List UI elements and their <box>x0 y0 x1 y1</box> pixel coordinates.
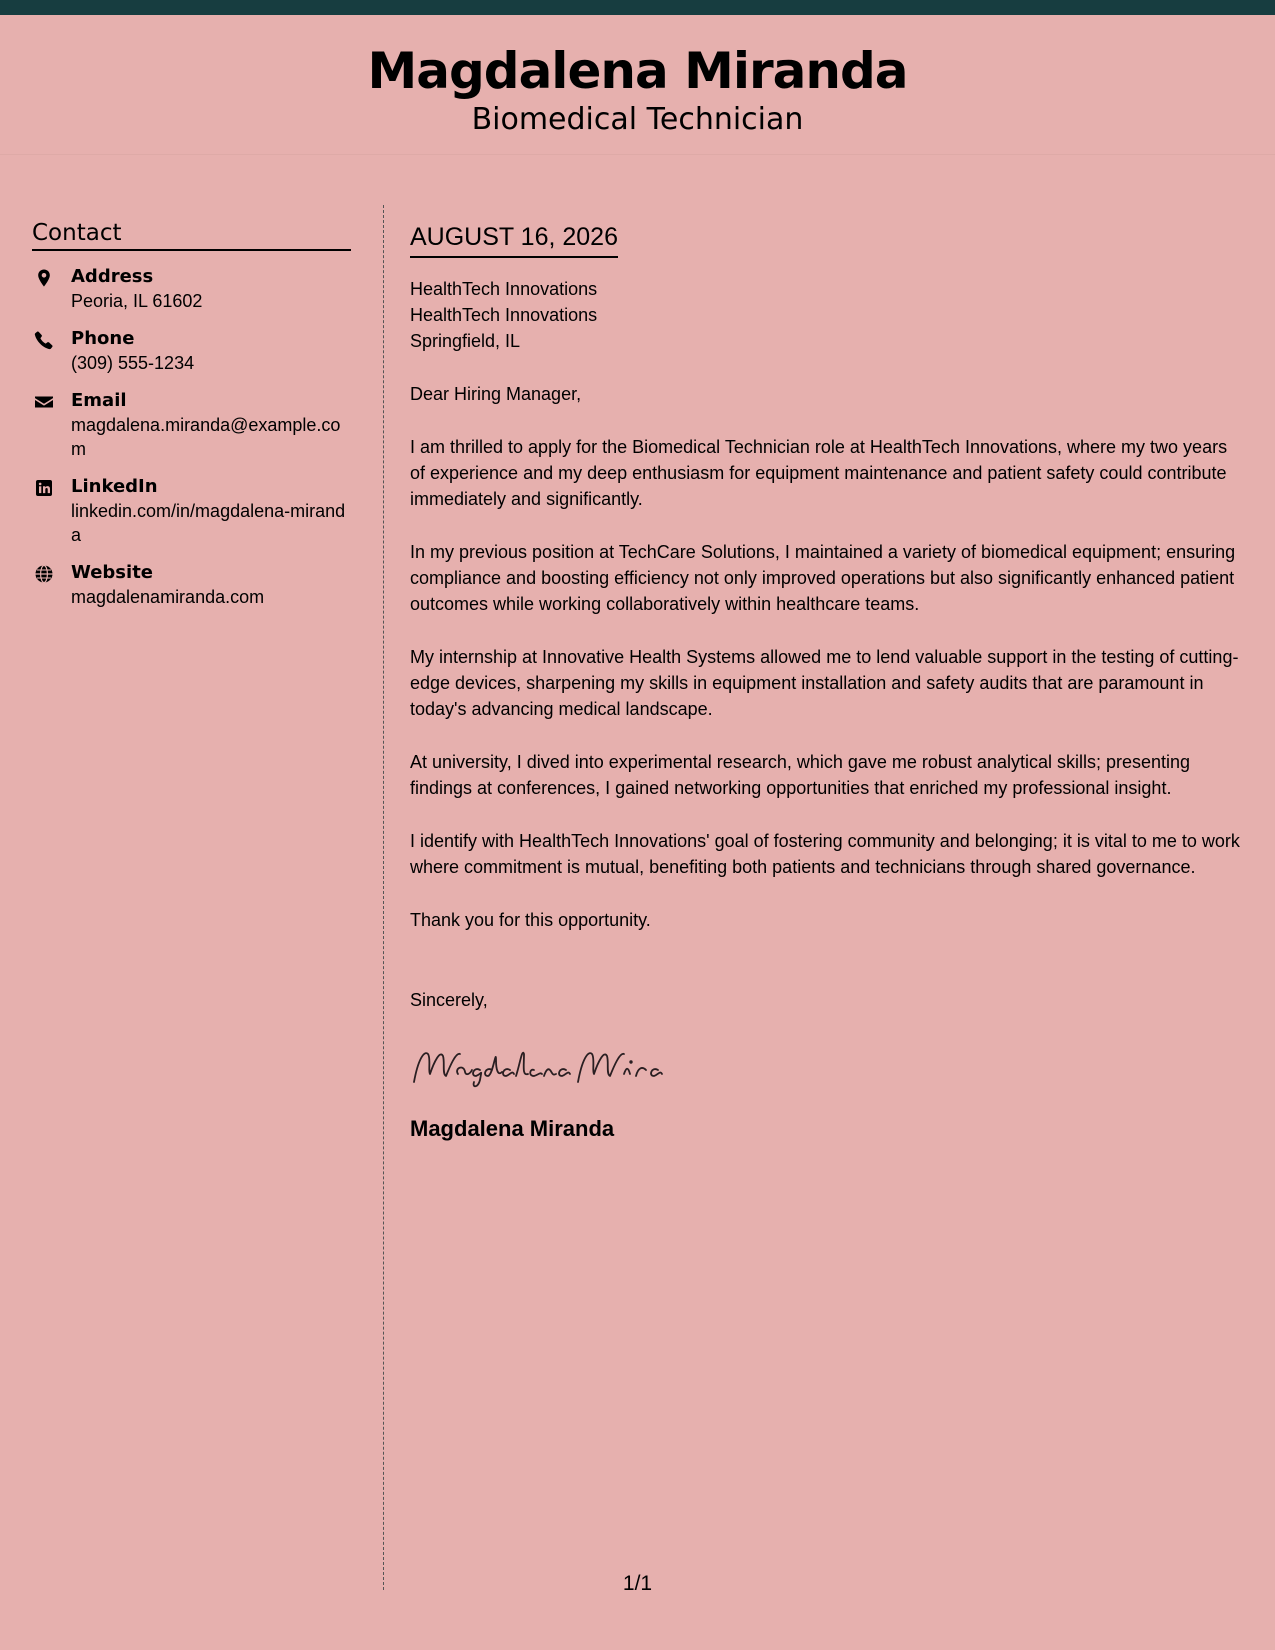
linkedin-label: LinkedIn <box>71 476 158 497</box>
envelope-icon <box>34 392 54 412</box>
body-paragraph: My internship at Innovative Health Systems allowed me to lend valuable support in the testing of cutting-edge devices, sharpening my skills in equipment installation and safety audits that are paramount in today's advancing medical landscape. <box>410 647 1239 719</box>
contact-website <box>32 560 351 609</box>
contact-linkedin <box>32 474 351 547</box>
letter-date: AUGUST 16, 2026 <box>410 223 618 251</box>
globe-icon <box>34 564 54 584</box>
page-header <box>0 15 1275 155</box>
website-value: magdalenamiranda.com <box>71 587 265 607</box>
phone-icon <box>34 330 54 350</box>
salutation: Dear Hiring Manager, <box>410 384 582 404</box>
top-accent-bar <box>0 0 1275 15</box>
linkedin-icon <box>34 478 54 498</box>
recipient-block <box>410 276 1246 354</box>
map-pin-icon <box>34 268 54 288</box>
page-number: 1/1 <box>622 1572 653 1595</box>
date-block <box>410 222 618 258</box>
handwritten-signature <box>410 1040 670 1090</box>
contact-sidebar <box>32 218 351 622</box>
recipient-line: HealthTech Innovations <box>410 279 598 299</box>
email-label: Email <box>71 390 127 411</box>
body-paragraph: At university, I dived into experimental research, which gave me robust analytical skills; presenting findings at conferences, I gained networking opportunities that enriched my professional insight. <box>410 752 1191 798</box>
linkedin-value: linkedin.com/in/magdalena-miranda <box>71 501 346 545</box>
recipient-line: HealthTech Innovations <box>410 305 598 325</box>
email-value: magdalena.miranda@example.com <box>71 415 341 459</box>
signed-name: Magdalena Miranda <box>410 1116 615 1141</box>
body-paragraph: In my previous position at TechCare Solutions, I maintained a variety of biomedical equipment; ensuring compliance and boosting efficiency not only improved operations but also significantly enhanced patient outcomes while working collaboratively within healthcare teams. <box>410 542 1236 614</box>
contact-address <box>32 264 351 313</box>
website-label: Website <box>71 562 154 583</box>
closing: Sincerely, <box>410 990 488 1010</box>
column-divider <box>383 205 384 1590</box>
body-paragraph: I identify with HealthTech Innovations' goal of fostering community and belonging; it is vital to me to work where commitment is mutual, benefiting both patients and technicians through shared governance. <box>410 831 1240 877</box>
recipient-line: Springfield, IL <box>410 331 521 351</box>
address-label: Address <box>71 266 154 287</box>
contact-email <box>32 388 351 461</box>
contact-phone <box>32 326 351 375</box>
phone-label: Phone <box>71 328 135 349</box>
address-value: Peoria, IL 61602 <box>71 291 203 311</box>
contact-heading: Contact <box>32 218 351 251</box>
body-paragraph: I am thrilled to apply for the Biomedical Technician role at HealthTech Innovations, where my two years of experience and my deep enthusiasm for equipment maintenance and patient safety could contribute immediately and significantly. <box>410 437 1228 509</box>
phone-value: (309) 555-1234 <box>71 353 195 373</box>
letter-body <box>410 222 1246 1143</box>
applicant-name: Magdalena Miranda <box>367 42 908 100</box>
applicant-role: Biomedical Technician <box>471 102 804 137</box>
body-paragraph: Thank you for this opportunity. <box>410 910 651 930</box>
